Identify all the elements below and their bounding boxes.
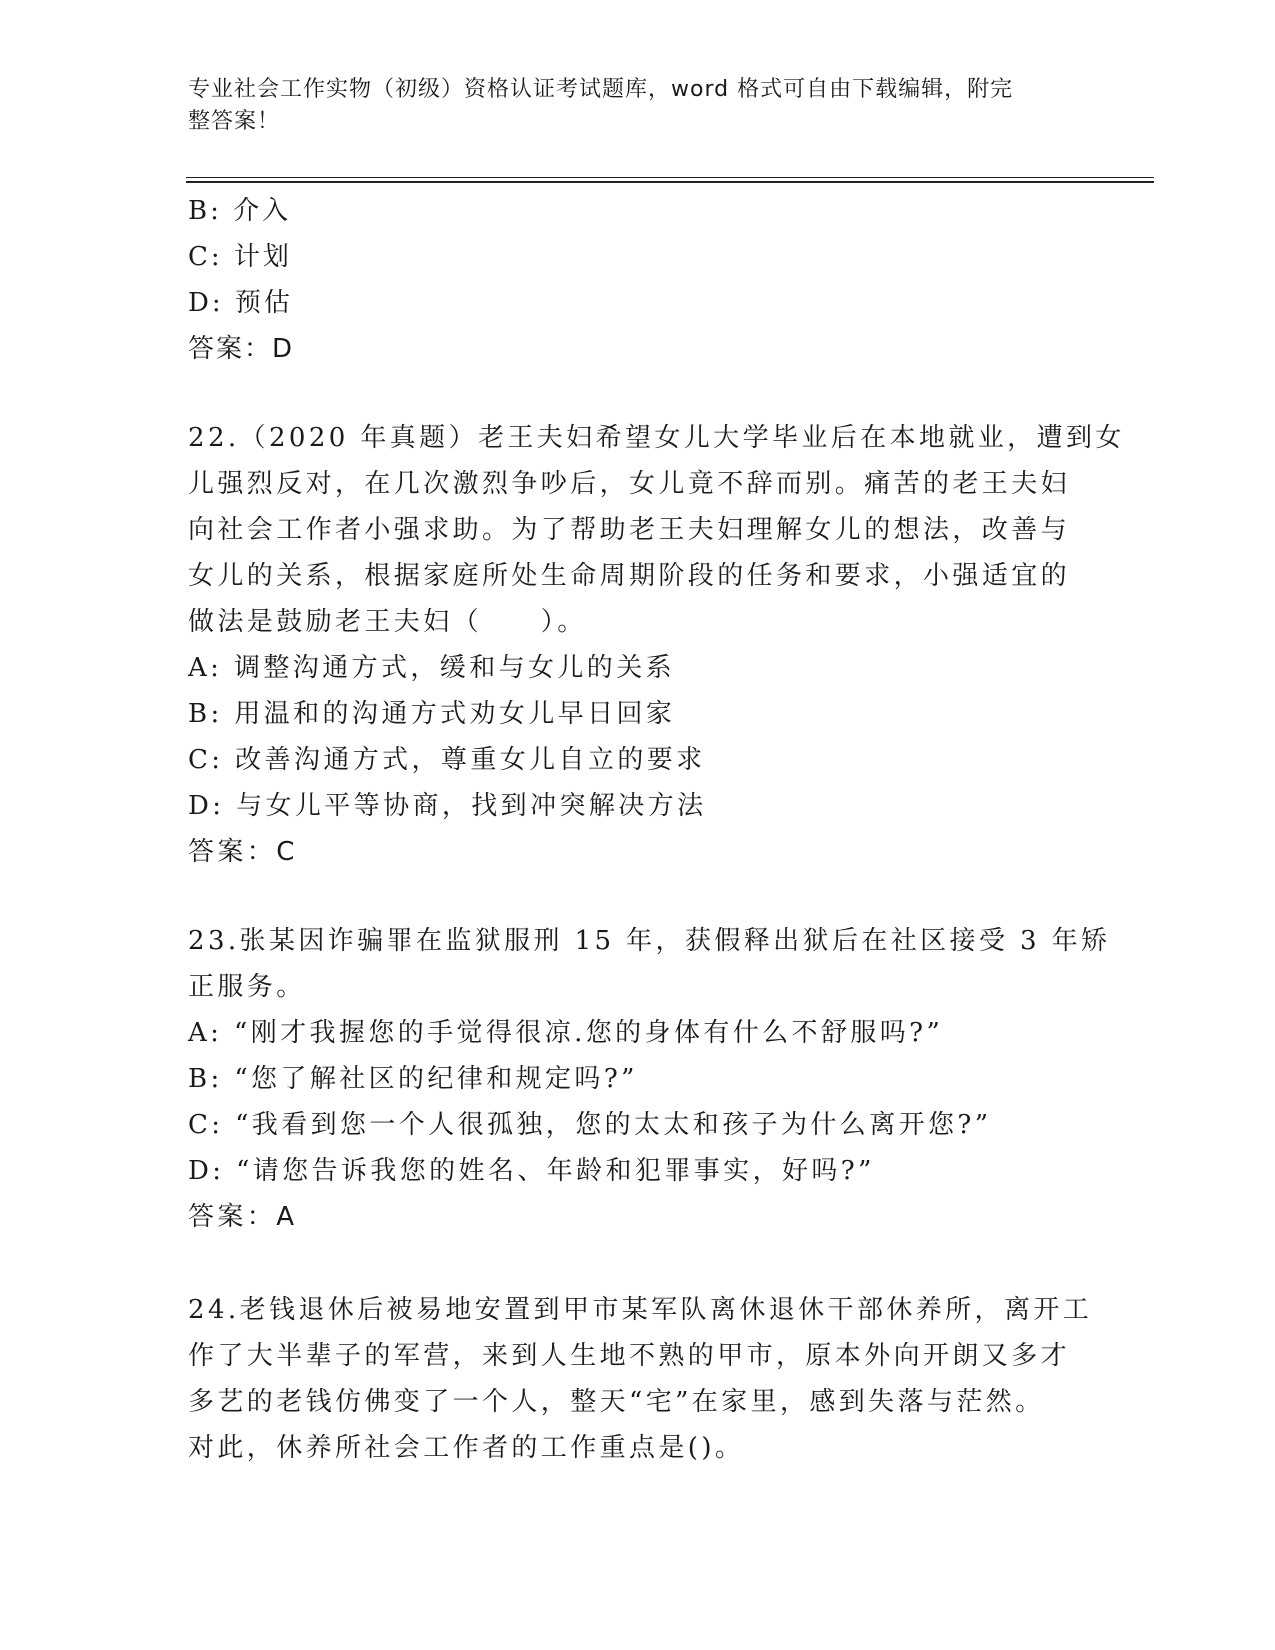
answer-label: 答案：A: [188, 1202, 298, 1232]
answer-label: 答案：D: [188, 334, 295, 364]
option-d: D: 与女儿平等协商，找到冲突解决方法: [188, 791, 707, 821]
question-24: [188, 1287, 1093, 1471]
option-d: D: “请您告诉我您的姓名、年龄和犯罪事实，好吗?”: [188, 1156, 875, 1186]
option-c: C: “我看到您一个人很孤独，您的太太和孩子为什么离开您?”: [188, 1110, 992, 1140]
option-b: B: “您了解社区的纪律和规定吗?”: [188, 1064, 638, 1094]
question-22: [188, 415, 1125, 875]
option-d: D: 预估: [188, 288, 293, 318]
header-divider-thick: [186, 181, 1154, 183]
question-stem-line: 24.老钱退休后被易地安置到甲市某军队离休退休干部休养所，离开工: [188, 1295, 1093, 1325]
question-stem-line: 对此，休养所社会工作者的工作重点是()。: [188, 1433, 745, 1463]
option-b: B: 介入: [188, 196, 292, 226]
spacer: [188, 372, 1088, 415]
option-a: A: “刚才我握您的手觉得很凉.您的身体有什么不舒服吗?”: [188, 1018, 944, 1048]
spacer: [188, 875, 1088, 918]
question-21: [188, 188, 1088, 372]
question-stem-line: 正服务。: [188, 972, 306, 1002]
question-stem-line: 向社会工作者小强求助。为了帮助老王夫妇理解女儿的想法，改善与: [188, 515, 1071, 545]
question-stem-line: 23.张某因诈骗罪在监狱服刑 15 年，获假释出狱后在社区接受 3 年矫: [188, 926, 1111, 956]
option-b: B: 用温和的沟通方式劝女儿早日回家: [188, 699, 676, 729]
option-c: C: 计划: [188, 242, 292, 272]
question-23: [188, 918, 1111, 1240]
header-line-2: 整答案！: [188, 109, 281, 134]
question-stem-line: 女儿的关系，根据家庭所处生命周期阶段的任务和要求，小强适宜的: [188, 561, 1071, 591]
option-a: A: 调整沟通方式，缓和与女儿的关系: [188, 653, 676, 683]
spacer: [188, 1240, 1088, 1287]
header-line-1: 专业社会工作实物（初级）资格认证考试题库，word 格式可自由下载编辑，附完: [188, 77, 1014, 102]
question-stem-line: 作了大半辈子的军营，来到人生地不熟的甲市，原本外向开朗又多才: [188, 1341, 1071, 1371]
page-header: [188, 74, 1068, 138]
header-divider-thin: [186, 177, 1154, 178]
question-stem-line: 22.（2020 年真题）老王夫妇希望女儿大学毕业后在本地就业，遭到女: [188, 423, 1125, 453]
question-stem-line: 多艺的老钱仿佛变了一个人，整天“宅”在家里，感到失落与茫然。: [188, 1387, 1045, 1417]
question-stem-line: 儿强烈反对，在几次激烈争吵后，女儿竟不辞而别。痛苦的老王夫妇: [188, 469, 1071, 499]
option-c: C: 改善沟通方式，尊重女儿自立的要求: [188, 745, 706, 775]
answer-label: 答案：C: [188, 837, 298, 867]
question-stem-line: 做法是鼓励老王夫妇（ ）。: [188, 607, 587, 637]
page-content: [188, 188, 1125, 1471]
